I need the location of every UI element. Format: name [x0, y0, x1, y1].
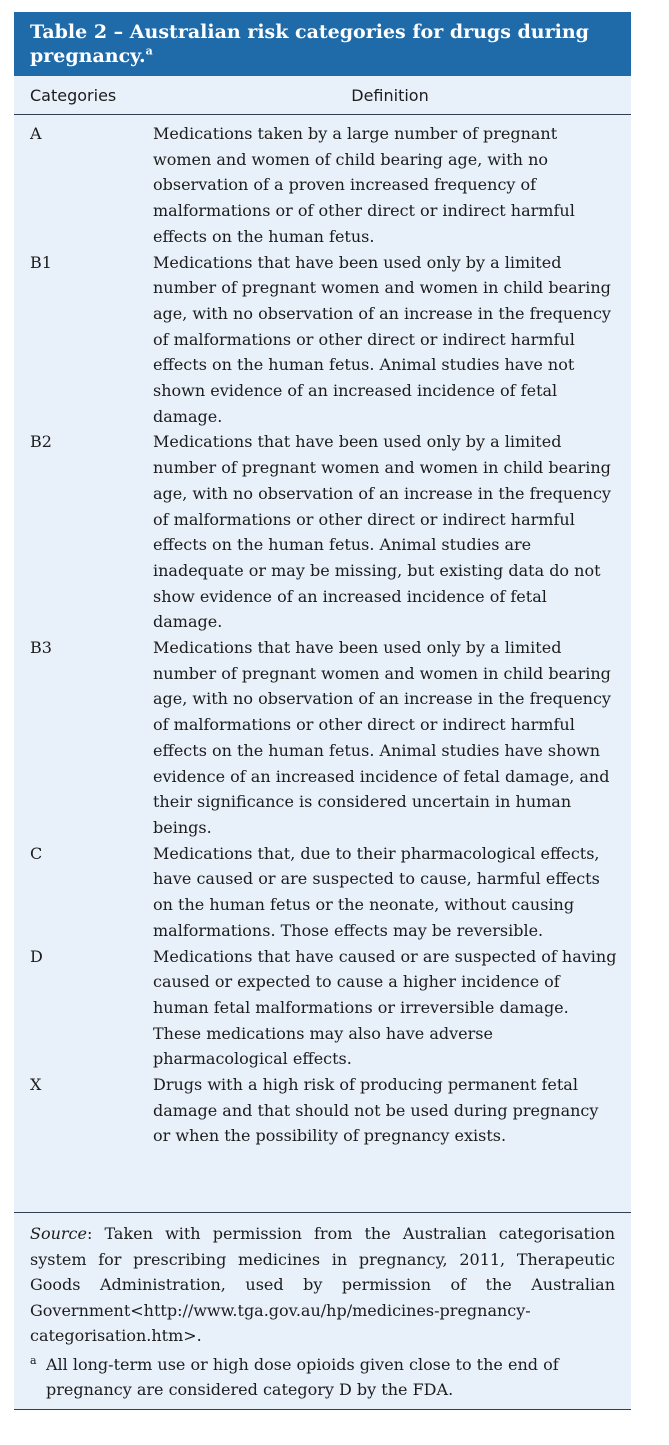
row-category: C — [30, 843, 43, 863]
footnote-text: All long-term use or high dose opioids given close to the end of pregnancy are considered category D by the FDA. — [46, 1354, 559, 1399]
header-categories: Categories — [30, 85, 117, 105]
row-category: B2 — [30, 432, 52, 452]
header-definition: Definition — [351, 85, 429, 105]
title-footnote-mark: a — [145, 44, 153, 58]
row-definition: Medications taken by a large number of pregnant women and women of child bearing age, with no observation of a proven increased frequency of malformations or of other direct or indirect harmful effects on the human fetus. — [153, 124, 575, 246]
row-category: B3 — [30, 638, 52, 658]
table-row — [14, 944, 631, 1073]
source-text: : Taken with permission from the Australian categorisation system for prescribing medicines in pregnancy, 2011, Therapeutic Goods Administration, used by permission of the Australian Government<http://www.tga.gov.au/hp/medicines-pregnancy-categorisation.htm>. — [30, 1224, 615, 1345]
table-row — [14, 635, 631, 841]
table-row — [14, 1072, 631, 1149]
column-headers — [14, 76, 631, 115]
table-row — [14, 250, 631, 430]
table-body — [14, 115, 631, 1149]
table-title-text: Table 2 – Australian risk categories for drugs during pregnancy. — [30, 21, 589, 67]
source-label: Source — [30, 1224, 87, 1243]
row-category: B1 — [30, 252, 52, 272]
risk-category-table — [14, 12, 631, 1410]
row-definition: Medications that have been used only by a limited number of pregnant women and women in child bearing age, with no observation of an increase in the frequency of malformations or other direct or indirect harmful effects on the human fetus. Animal studies have not shown evidence of an increased incidence of fetal damage. — [153, 252, 611, 426]
row-category: A — [30, 124, 42, 143]
row-definition: Drugs with a high risk of producing permanent fetal damage and that should not be used during pregnancy or when the possibility of pregnancy exists. — [153, 1075, 599, 1146]
table-row — [14, 121, 631, 250]
table-title — [14, 12, 631, 76]
table-row — [14, 429, 631, 635]
row-definition: Medications that have been used only by a limited number of pregnant women and women in child bearing age, with no observation of an increase in the frequency of malformations or other direct or indirect harmful effects on the human fetus. Animal studies are inadequate or may be missing, but existing data do not show evidence of an increased incidence of fetal damage. — [153, 432, 611, 632]
table-row — [14, 841, 631, 944]
row-definition: Medications that have caused or are suspected of having caused or expected to cause a higher incidence of human fetal malformations or irreversible damage. These medications may also have adverse pharmacological effects. — [153, 946, 617, 1069]
row-definition: Medications that have been used only by a limited number of pregnant women and women in child bearing age, with no observation of an increase in the frequency of malformations or other direct or indirect harmful effects on the human fetus. Animal studies have shown evidence of an increased incidence of fetal damage, and their significance is considered uncertain in human beings. — [153, 638, 611, 837]
footnote-mark: a — [30, 1353, 37, 1367]
row-category: X — [30, 1075, 42, 1095]
row-definition: Medications that, due to their pharmacological effects, have caused or are suspected to cause, harmful effects on the human fetus or the neonate, without causing malformations. Those effects may be reversible. — [153, 843, 600, 940]
footnote — [30, 1352, 615, 1403]
table-footer — [14, 1212, 631, 1403]
row-category: D — [30, 946, 43, 966]
source-note — [30, 1221, 615, 1349]
